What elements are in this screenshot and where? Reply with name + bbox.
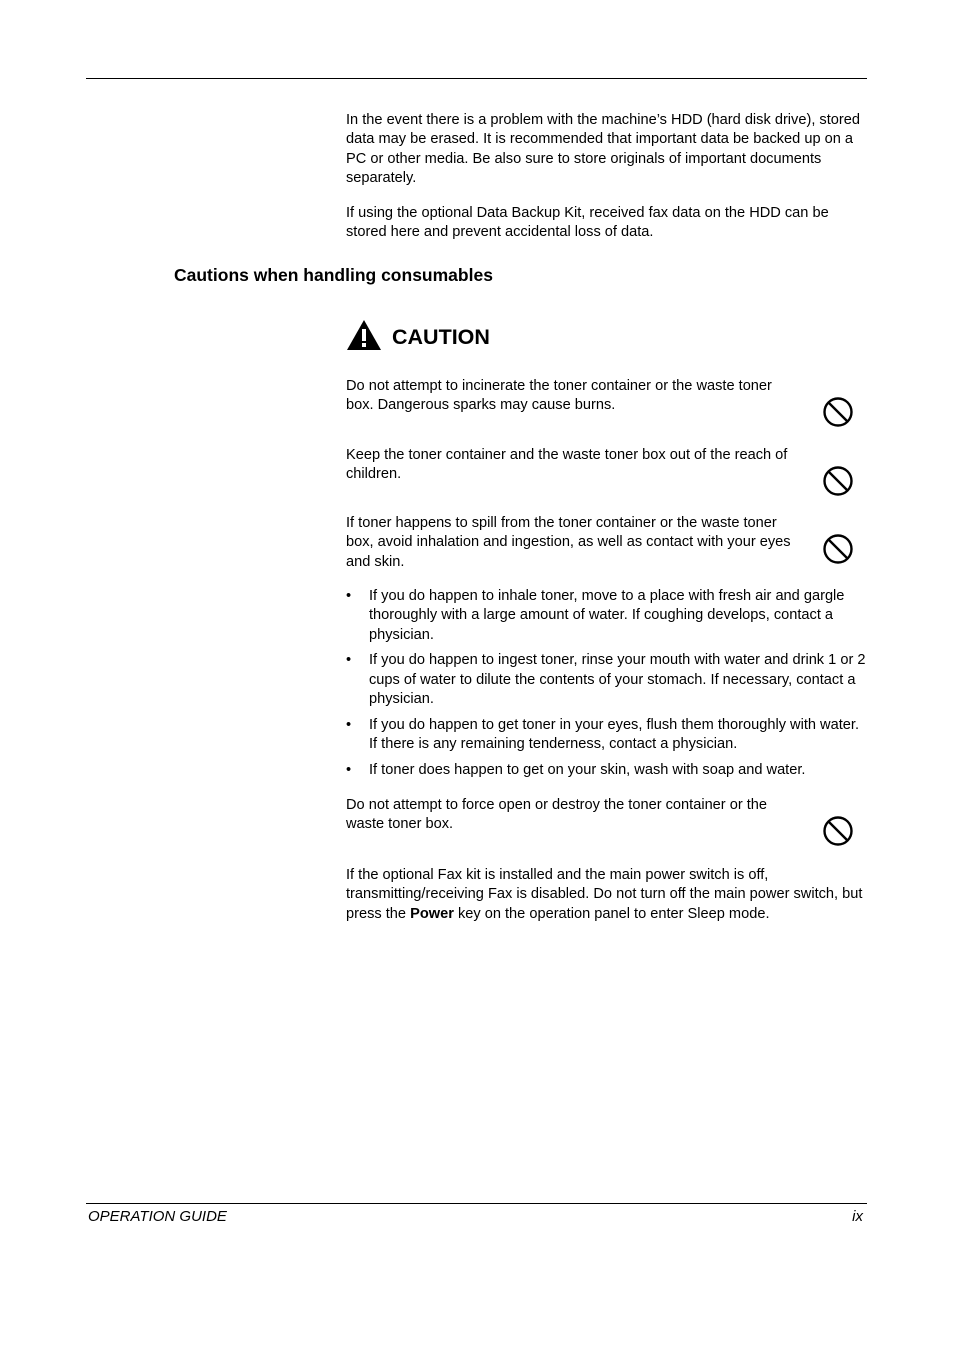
list-item-text: If you do happen to get toner in your eyes, flush them thoroughly with water. If there is any remaining tenderness, contact a physician. <box>369 716 859 753</box>
prohibition-icon <box>822 396 854 428</box>
prohibition-icon <box>822 533 854 565</box>
footer-guide-title: OPERATION GUIDE <box>88 1208 227 1225</box>
bullet-marker: • <box>346 761 352 778</box>
intro-paragraph-backup-kit: If using the optional Data Backup Kit, received fax data on the HDD can be stored here and prevent accidental loss of data. <box>346 205 829 241</box>
prohibition-icon <box>822 465 854 497</box>
caution-header <box>346 320 490 354</box>
bullet-marker: • <box>346 652 352 669</box>
list-item <box>346 651 868 709</box>
list-item-text: If toner does happen to get on your skin, wash with soap and water. <box>369 761 806 778</box>
warning-spill: If toner happens to spill from the toner container or the waste toner box, avoid inhalation and ingestion, as well as contact with your eyes and skin. <box>346 515 791 570</box>
bullet-marker: • <box>346 588 352 604</box>
warning-triangle-icon <box>346 319 382 356</box>
page-number: ix <box>852 1208 863 1225</box>
warning-children: Keep the toner container and the waste toner box out of the reach of children. <box>346 447 788 483</box>
fax-note <box>346 866 868 924</box>
warning-force-open: Do not attempt to force open or destroy the toner container or the waste toner box. <box>346 797 768 833</box>
first-aid-list <box>346 587 868 787</box>
fax-note-text: If the optional Fax kit is installed and the main power switch is off, transmitting/receiving Fax is disabled. Do not turn off the main power switch, but press the <box>346 867 863 922</box>
bullet-marker: • <box>346 716 352 733</box>
fax-note-text-end: key on the operation panel to enter Sleep mode. <box>453 905 770 922</box>
caution-title: CAUTION <box>392 324 490 349</box>
intro-paragraph-hdd: In the event there is a problem with the machine’s HDD (hard disk drive), stored data may be erased. It is recommended that important data be backed up on a PC or other media. Be also sure to store originals of important documents separately. <box>346 112 860 186</box>
warning-incinerate: Do not attempt to incinerate the toner container or the waste toner box. Dangerous sparks may cause burns. <box>346 378 772 414</box>
footer-rule <box>86 1203 867 1204</box>
list-item-text: If you do happen to inhale toner, move to a place with fresh air and gargle thoroughly with a large amount of water. If coughing develops, contact a physician. <box>369 588 845 643</box>
list-item <box>346 716 868 755</box>
power-key-label: Power <box>410 905 454 922</box>
list-item <box>346 587 868 645</box>
header-rule <box>86 78 867 79</box>
list-item-text: If you do happen to ingest toner, rinse your mouth with water and drink 1 or 2 cups of water to dilute the contents of your stomach. If necessary, contact a physician. <box>369 652 866 707</box>
section-heading: Cautions when handling consumables <box>174 265 493 285</box>
prohibition-icon <box>822 815 854 847</box>
list-item <box>346 761 868 780</box>
